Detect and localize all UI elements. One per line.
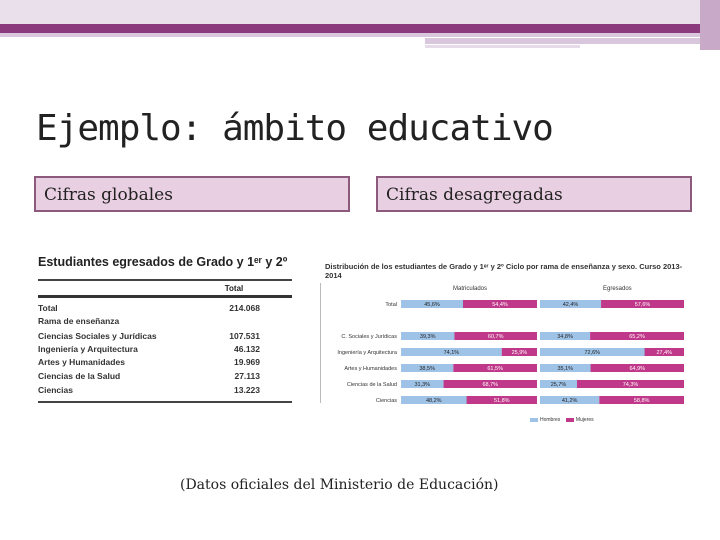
data-label-mujeres: 54,4% <box>492 302 508 308</box>
table-divider <box>320 283 321 403</box>
data-label-hombres: 35,1% <box>557 366 574 372</box>
row-label: Ingeniería y Arquitectura <box>38 344 138 354</box>
category-label: Ciencias <box>375 398 397 404</box>
data-label-mujeres: 60,7% <box>487 334 504 340</box>
row-label: Rama de enseñanza <box>38 316 120 326</box>
chart-title: Distribución de los estudiantes de Grado y 1ᵉʳ y 2º Ciclo por rama de enseñanza y sexo. Curso 2013-2014 <box>325 262 683 280</box>
data-label-mujeres: 25,9% <box>511 350 528 356</box>
data-label-mujeres: 65,2% <box>629 334 645 340</box>
table-row <box>38 357 292 370</box>
table-rule <box>38 401 292 403</box>
data-label-hombres: 45,6% <box>424 302 440 308</box>
category-label: Artes y Humanidades <box>344 366 397 372</box>
data-label-mujeres: 64,9% <box>629 366 646 372</box>
row-label: Ciencias <box>38 385 73 395</box>
chart-legend <box>530 417 594 423</box>
data-label-hombres: 34,8% <box>557 334 573 340</box>
accent-stripe <box>425 38 700 44</box>
category-label: C. Sociales y Jurídicas <box>341 334 397 340</box>
row-label: Total <box>38 303 58 313</box>
legend-swatch-mujeres <box>566 418 574 422</box>
slide-title: Ejemplo: ámbito educativo <box>36 108 553 149</box>
data-label-mujeres: 57,6% <box>634 302 651 308</box>
panel-label-matriculados: Matriculados <box>453 286 488 292</box>
data-label-hombres: 38,5% <box>419 366 435 372</box>
data-label-hombres: 42,4% <box>562 302 579 308</box>
top-decor-bar <box>0 0 720 24</box>
table-rule <box>38 279 292 281</box>
global-figures-table <box>34 255 324 405</box>
data-label-mujeres: 74,3% <box>622 382 639 388</box>
row-value: 27.113 <box>234 371 260 381</box>
top-thin-bar <box>0 33 700 37</box>
data-label-hombres: 39,3% <box>419 334 436 340</box>
table-title: Estudiantes egresados de Grado y 1ᵉʳ y 2º <box>38 255 288 269</box>
row-value: 19.969 <box>234 357 260 367</box>
data-label-mujeres: 27,4% <box>656 350 673 356</box>
legend-label-hombres: Hombres <box>540 417 561 423</box>
accent-stripe-2 <box>425 45 580 48</box>
data-label-mujeres: 61,5% <box>487 366 503 372</box>
category-label: Total <box>385 302 397 308</box>
data-label-hombres: 25,7% <box>550 382 567 388</box>
row-label: Artes y Humanidades <box>38 357 125 367</box>
data-label-hombres: 72,6% <box>584 350 601 356</box>
panel-label-egresados: Egresados <box>603 286 632 292</box>
legend-swatch-hombres <box>530 418 538 422</box>
table-row <box>38 385 292 398</box>
table-row <box>38 316 292 329</box>
legend-label-mujeres: Mujeres <box>575 417 594 423</box>
data-label-mujeres: 58,8% <box>633 398 650 404</box>
top-accent-bar <box>0 24 700 33</box>
right-corner-block <box>700 0 720 50</box>
table-row <box>38 371 292 384</box>
row-value: 46.132 <box>234 344 260 354</box>
table-rule <box>38 295 292 298</box>
data-label-mujeres: 68,7% <box>482 382 499 388</box>
table-row <box>38 344 292 357</box>
table-row <box>38 303 292 316</box>
row-value: 214.068 <box>229 303 260 313</box>
data-label-hombres: 74,1% <box>443 350 460 356</box>
column-header-total: Total <box>224 284 244 293</box>
category-label: Ingeniería y Arquitectura <box>337 350 397 356</box>
data-label-hombres: 31,3% <box>414 382 431 388</box>
table-row <box>38 331 292 344</box>
category-label: Ciencias de la Salud <box>346 382 397 388</box>
row-label: Ciencias de la Salud <box>38 371 121 381</box>
data-label-hombres: 41,2% <box>561 398 578 404</box>
row-value: 13.223 <box>234 385 260 395</box>
chart-plot <box>325 292 697 417</box>
header-cifras-globales: Cifras globales <box>34 176 350 212</box>
data-label-hombres: 48,2% <box>425 398 442 404</box>
data-label-mujeres: 51,8% <box>493 398 510 404</box>
row-label: Ciencias Sociales y Jurídicas <box>38 331 157 341</box>
source-note: (Datos oficiales del Ministerio de Educación) <box>180 477 499 493</box>
row-value: 107.531 <box>229 331 260 341</box>
breakdown-chart <box>325 262 697 432</box>
header-cifras-desagregadas: Cifras desagregadas <box>376 176 692 212</box>
